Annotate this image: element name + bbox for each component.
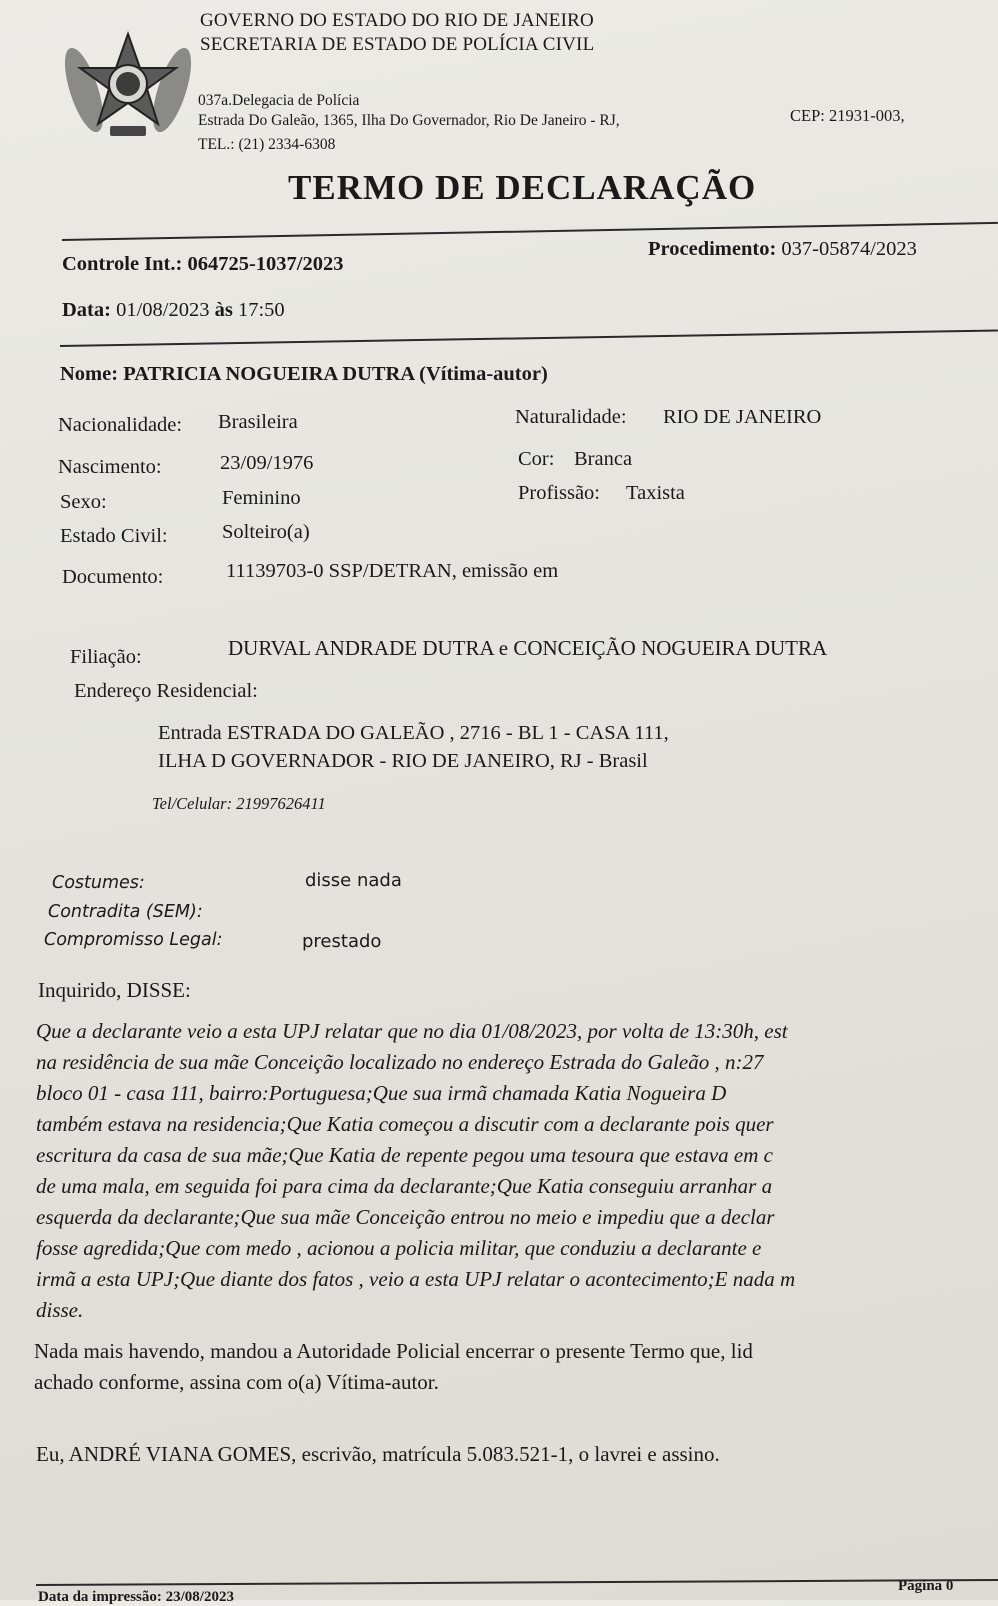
filiacao-label: Filiação: [70,646,142,668]
profissao-value: Taxista [626,482,685,504]
procedure-value: 037-05874/2023 [781,238,917,260]
narrative-line: bloco 01 - casa 111, bairro:Portuguesa;Que sua irmã chamada Katia Nogueira D [36,1081,727,1105]
narrative-line: fosse agredida;Que com medo , acionou a policia militar, que conduziu a declarante e [36,1236,762,1260]
time-value: 17:50 [237,299,285,321]
date-field [62,299,285,322]
narrative-line: esquerda da declarante;Que sua mãe Conceição entrou no meio e impediu que a declar [36,1205,775,1229]
print-date: Data da impressão: 23/08/2023 [38,1589,234,1605]
documento-value: 11139703-0 SSP/DETRAN, emissão em [226,560,559,582]
contradita-label: Contradita (SEM): [48,902,203,922]
person-name: PATRICIA NOGUEIRA DUTRA (Vítima-autor) [123,363,548,385]
footer-divider [36,1579,998,1586]
police-office: 037a.Delegacia de Polícia [198,92,360,109]
control-field [62,253,344,276]
cor-label: Cor: [518,448,555,470]
narrative-line: escritura da casa de sua mãe;Que Katia de repente pegou uma tesoura que estava em c [36,1143,773,1167]
nacionalidade-value: Brasileira [218,411,298,433]
closing-line: Nada mais havendo, mandou a Autoridade Policial encerrar o presente Termo que, lid [34,1339,753,1363]
compromisso-label: Compromisso Legal: [44,930,223,950]
divider-line [60,329,998,347]
narrative-line: irmã a esta UPJ;Que diante dos fatos , veio a esta UPJ relatar o acontecimento;E nada m [36,1267,796,1291]
costumes-value: disse nada [305,870,402,891]
narrative-line: disse. [36,1298,84,1322]
clerk-statement: Eu, ANDRÉ VIANA GOMES, escrivão, matrícula 5.083.521-1, o lavrei e assino. [36,1442,720,1466]
estado-civil-value: Solteiro(a) [222,521,310,543]
police-seal-emblem [64,28,192,148]
office-address: Estrada Do Galeão, 1365, Ilha Do Governador, Rio De Janeiro - RJ, [198,112,620,129]
date-label: Data: [62,299,111,321]
documento-label: Documento: [62,566,164,588]
address-line-1: Entrada ESTRADA DO GALEÃO , 2716 - BL 1 - CASA 111, [158,722,669,744]
inquirido-heading: Inquirido, DISSE: [38,978,191,1002]
document-title: TERMO DE DECLARAÇÃO [288,168,757,207]
endereco-label: Endereço Residencial: [74,680,258,702]
date-at: às [214,299,233,321]
phone-number: Tel/Celular: 21997626411 [152,794,326,813]
procedure-label: Procedimento: [648,238,777,260]
sexo-label: Sexo: [60,491,107,513]
address-line-2: ILHA D GOVERNADOR - RIO DE JANEIRO, RJ - Brasil [158,750,648,772]
name-label: Nome: [60,363,119,385]
narrative-line: Que a declarante veio a esta UPJ relatar que no dia 01/08/2023, por volta de 13:30h, est [36,1019,788,1043]
filiacao-value: DURVAL ANDRADE DUTRA e CONCEIÇÃO NOGUEIRA DUTRA [228,636,828,660]
control-value: 064725-1037/2023 [187,253,344,275]
compromisso-value: prestado [302,931,382,952]
nascimento-value: 23/09/1976 [220,452,314,474]
nascimento-label: Nascimento: [58,456,162,478]
estado-civil-label: Estado Civil: [60,525,168,547]
narrative-line: de uma mala, em seguida foi para cima da declarante;Que Katia conseguiu arranhar a [36,1174,773,1198]
date-value: 01/08/2023 [116,299,210,321]
profissao-label: Profissão: [518,482,600,504]
costumes-label: Costumes: [52,873,145,893]
cor-value: Branca [574,448,633,470]
nacionalidade-label: Nacionalidade: [58,414,183,436]
naturalidade-value: RIO DE JANEIRO [663,406,822,428]
control-label: Controle Int.: [62,253,183,275]
page-number: Página 0 [898,1578,954,1594]
person-name-field [60,363,548,386]
sexo-value: Feminino [222,487,301,509]
secretariat-name: SECRETARIA DE ESTADO DE POLÍCIA CIVIL [200,34,595,55]
government-name: GOVERNO DO ESTADO DO RIO DE JANEIRO [200,10,594,31]
closing-line: achado conforme, assina com o(a) Vítima-autor. [34,1370,439,1394]
narrative-line: também estava na residencia;Que Katia começou a discutir com a declarante pois quer [36,1112,774,1136]
office-cep: CEP: 21931-003, [790,106,905,125]
procedure-field [648,238,917,261]
narrative-line: na residência de sua mãe Conceição localizado no endereço Estrada do Galeão , n:27 [36,1050,764,1074]
naturalidade-label: Naturalidade: [515,406,627,428]
office-phone: TEL.: (21) 2334-6308 [198,136,336,153]
